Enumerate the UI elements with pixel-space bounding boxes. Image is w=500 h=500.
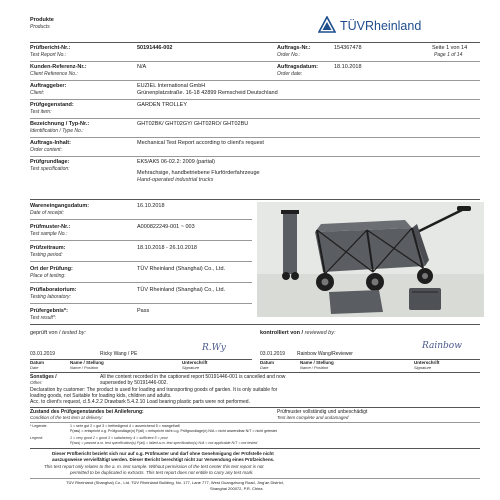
col-signature-label-en: Signature	[182, 365, 200, 370]
receipt-label-en: Date of receipt:	[30, 210, 64, 216]
col-name-label-en: Name / Position	[300, 365, 329, 370]
tuv-rheinland-logo	[318, 16, 458, 38]
notes-line-5: Acc. to client's request, cl.5.4.2.2 Drawbark 5.4.2.10 Load bearing plastic parts were not performed.	[30, 399, 250, 405]
item-label-en: Test item:	[30, 109, 52, 115]
sample-label-en: Test sample No.:	[30, 231, 68, 237]
divider	[30, 219, 252, 220]
lab-label-en: Testing laboratory:	[30, 294, 71, 300]
client-ref-label: Kunden-Referenz-Nr.:	[30, 64, 87, 70]
legend-row-3: 1 = very good 2 = good 3 = satisfactory 4 = sufficient 5 = poor	[70, 436, 168, 440]
trolley-illustration	[257, 202, 484, 317]
footer-en-line-2: permitted to be duplicated in extracts. This test report does not entitle to carry any test mark.	[70, 470, 254, 475]
divider	[30, 422, 480, 423]
footer-address-line-1: TÜV Rheinland (Shanghai) Co., Ltd. TÜV Rheinland Building, No. 177, Lane 777, West Guangzhong Road, Jing'an District,	[66, 480, 284, 485]
notes-label: Sonstiges /	[30, 374, 57, 380]
divider	[30, 240, 252, 241]
period-label-en: Testing period:	[30, 252, 63, 258]
ident-value: GHT02BK/ GHT02GY/ GHT02RO/ GHT02BU	[137, 121, 249, 127]
divider	[30, 42, 480, 43]
order-no-label: Auftrags-Nr.:	[277, 45, 311, 51]
order-date-value: 18.10.2018	[334, 64, 362, 70]
col-signature-label-en: Signature	[414, 365, 432, 370]
notes-line-1: All the content recorded in the captioned report 50191446-001 is cancelled and now	[100, 374, 286, 380]
divider	[30, 99, 480, 100]
client-value-name: EUZIEL International GmbH	[137, 83, 206, 89]
divider	[30, 61, 480, 62]
order-date-label: Auftragsdatum:	[277, 64, 318, 70]
page-label: Seite 1 von 14	[432, 45, 468, 51]
report-no-label: Prüfbericht-Nr.:	[30, 45, 71, 51]
reviewed-name: Rainbow Wang/Reviewer	[297, 351, 353, 357]
client-ref-label-en: Client Reference No.:	[30, 71, 78, 77]
condition-value-en: Test item complete and undamaged	[277, 415, 349, 420]
lab-label: Prüflaboratorium:	[30, 287, 77, 293]
content-label-en: Order content:	[30, 147, 62, 153]
footer-de-line-2: auszugsweise vervielfältigt werden. Dieser Bericht berechtigt nicht zur Verwendung eines Prüfzeichens.	[52, 457, 275, 462]
tested-name: Ricky Wang / PE	[100, 351, 138, 357]
divider	[30, 137, 480, 138]
period-value: 18.10.2018 - 26.10.2018	[137, 245, 197, 251]
reviewed-by-label-en: reviewed by:	[304, 330, 336, 336]
client-ref-value: N/A	[137, 64, 147, 70]
reviewed-date: 03.01.2019	[260, 351, 286, 357]
col-signature-label: Unterschrift	[414, 360, 440, 365]
place-value: TÜV Rheinland (Shanghai) Co., Ltd.	[137, 266, 226, 272]
header-title: Produkte	[30, 17, 54, 23]
notes-line-2: superseded by 50191446-002.	[100, 380, 168, 386]
legend-label: * Legende:	[30, 424, 48, 428]
basis-value-de: Mehrachsige, handbetriebene Flurförderfahrzeuge	[137, 170, 260, 176]
divider	[30, 199, 480, 200]
legend-row-4: P(ass) = passed a.m. test specification(s) F(ail) = failed a.m. test specification(s) N/A = not applicable N/T = not tested	[70, 441, 258, 445]
order-no-value: 154367478	[334, 45, 362, 51]
tested-by-label	[30, 331, 86, 337]
period-label: Prüfzeitraum:	[30, 245, 66, 251]
item-value: GARDEN TROLLEY	[137, 102, 188, 108]
order-no-label-en: Order No.:	[277, 52, 301, 58]
report-no-label-en: Test Report No.:	[30, 52, 67, 58]
divider	[30, 118, 480, 119]
col-date-label: Datum	[260, 360, 275, 365]
reviewed-by-label-de: kontrolliert von /	[260, 330, 304, 336]
divider	[30, 324, 480, 325]
receipt-value: 16.10.2018	[137, 203, 165, 209]
condition-label: Zustand des Prüfgegenstandes bei Anlieferung:	[30, 409, 144, 415]
tuv-triangle-icon	[318, 16, 336, 34]
item-label: Prüfgegenstand:	[30, 102, 74, 108]
legend-label-en: Legend:	[30, 436, 43, 440]
divider	[30, 261, 252, 262]
basis-value-standard: EK5/AK5 06-02.2: 2009 (partial)	[137, 159, 215, 165]
product-photo-garden-trolley	[257, 202, 484, 317]
footer-de-line-1: Dieser Prüfbericht bezieht sich nur auf o.g. Prüfmuster und darf ohne Genehmigung der Prüfstelle nicht	[52, 451, 274, 456]
divider	[260, 359, 480, 360]
client-value-address: Grünenplatzstraße. 16-18 42899 Remscheid Deutschland	[137, 90, 278, 96]
report-no-value: 50191446-002	[137, 45, 173, 51]
result-label-en: Test result*:	[30, 315, 57, 321]
col-name-label: Name / Stellung	[70, 360, 104, 365]
logo-text: TÜVRheinland	[340, 19, 422, 33]
result-value: Pass	[137, 308, 150, 314]
lab-value: TÜV Rheinland (Shanghai) Co., Ltd.	[137, 287, 226, 293]
basis-label-en: Test specification:	[30, 166, 70, 172]
col-signature-label: Unterschrift	[182, 360, 208, 365]
result-label: Prüfergebnis*:	[30, 308, 68, 314]
reviewed-signature: Rainbow	[422, 341, 462, 351]
header-title-en: Products	[30, 24, 50, 30]
divider	[30, 478, 480, 479]
legend-row-2: P(ass) = entspricht o.g. Prüfgrundlage(n) F(ail) = entspricht nicht o.g. Prüfgrundlage(n) N/A = nicht anwendbar N/T = nicht getestet	[70, 429, 277, 433]
condition-label-en: Condition of the test item at delivery:	[30, 415, 103, 420]
reviewed-by-label	[260, 331, 336, 337]
content-label: Auftrags-Inhalt:	[30, 140, 71, 146]
ident-label: Bezeichnung / Typ-Nr.:	[30, 121, 90, 127]
basis-label: Prüfgrundlage:	[30, 159, 70, 165]
col-name-label: Name / Stellung	[300, 360, 334, 365]
basis-value-en: Hand-operated industrial trucks	[137, 177, 214, 183]
place-label: Ort der Prüfung:	[30, 266, 73, 272]
footer-address-line-2: Shanghai 200072, P.R. China	[210, 486, 263, 491]
notes-line-4: loading goods, not Suitable for loading kids, children and adults.	[30, 393, 172, 399]
col-name-label-en: Name / Position	[70, 365, 99, 370]
ident-label-en: Identification / Type No.:	[30, 128, 84, 134]
client-label: Auftraggeber:	[30, 83, 67, 89]
place-label-en: Place of testing:	[30, 273, 66, 279]
sample-value: A000822249-001 ~ 003	[137, 224, 195, 230]
divider	[30, 372, 480, 373]
sample-label: Prüfmuster-Nr.:	[30, 224, 71, 230]
col-date-label-en: Date	[260, 365, 269, 370]
receipt-label: Wareneingangsdatum:	[30, 203, 90, 209]
divider	[30, 282, 252, 283]
tested-by-label-en: tested by:	[62, 330, 86, 336]
page-label-en: Page 1 of 14	[434, 52, 463, 58]
divider	[30, 303, 252, 304]
col-date-label: Datum	[30, 360, 45, 365]
tested-by-label-de: geprüft von /	[30, 330, 61, 336]
order-date-label-en: Order date:	[277, 71, 303, 77]
divider	[30, 80, 480, 81]
test-report-page	[22, 6, 484, 494]
footer-en-line-1: This test report only relates to the a. m. test sample. Without permission of the test center this test report is not	[44, 464, 264, 469]
divider	[30, 407, 480, 408]
divider	[30, 448, 480, 449]
divider	[30, 359, 252, 360]
tested-signature: R.Wy	[202, 343, 226, 353]
notes-line-3: Declaration by customer: The product is used for loading and transporting goods of garden. It is only suitable for	[30, 387, 278, 393]
notes-label-en: Other:	[30, 380, 43, 385]
content-value: Mechanical Test Report according to client's request	[137, 140, 264, 146]
col-date-label-en: Date	[30, 365, 39, 370]
divider	[30, 156, 480, 157]
condition-value-de: Prüfmuster vollständig und unbeschädigt	[277, 409, 368, 415]
legend-row-1: 1 = sehr gut 2 = gut 3 = befriedigend 4 = ausreichend 5 = mangelhaft	[70, 424, 180, 428]
client-label-en: Client:	[30, 90, 45, 96]
tested-date: 03.01.2019	[30, 351, 56, 357]
